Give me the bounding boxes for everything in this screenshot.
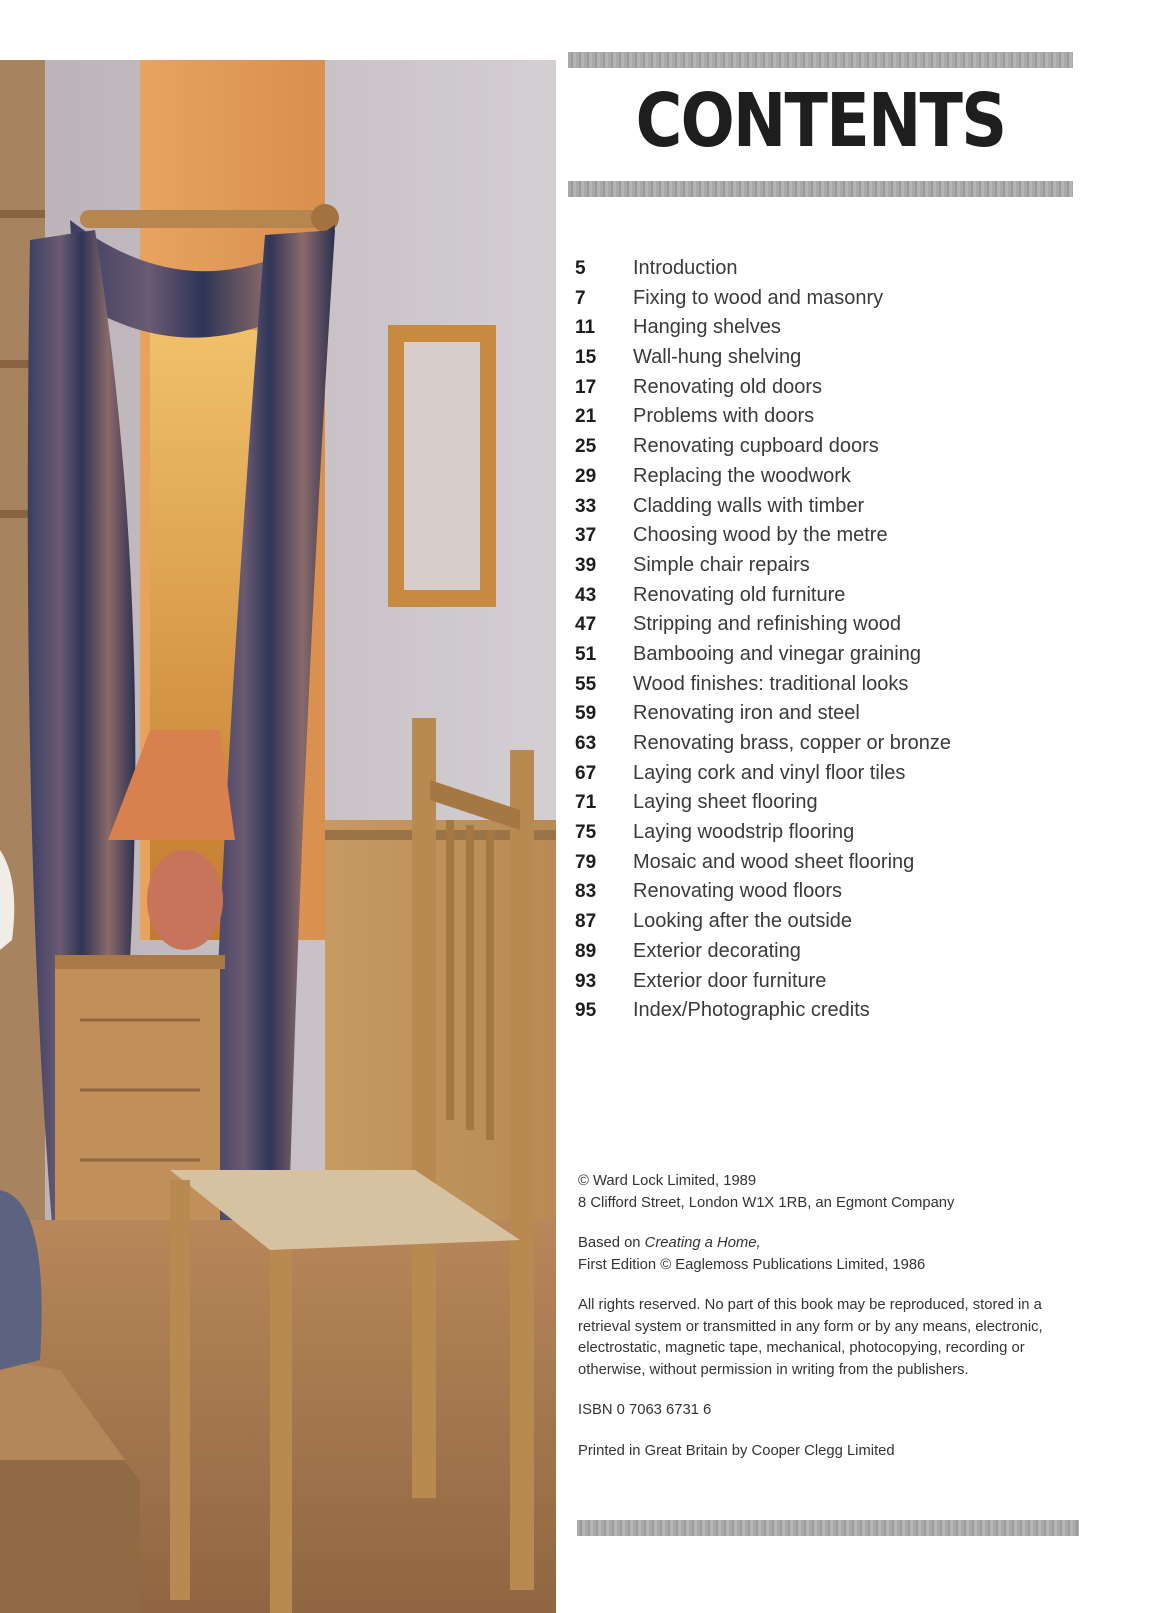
toc-page-number: 89 (575, 940, 597, 962)
toc-page-number: 51 (575, 643, 597, 665)
toc-entry (575, 254, 1115, 284)
toc-entry (575, 313, 1115, 343)
toc-page-number: 15 (575, 347, 597, 369)
toc-page-number: 29 (575, 465, 597, 487)
toc-entry-title: Renovating brass, copper or bronze (633, 732, 951, 754)
toc-page-number: 55 (575, 673, 597, 695)
toc-entry-title: Laying woodstrip flooring (633, 821, 855, 844)
toc-entry (575, 551, 1115, 581)
interior-photo (0, 60, 556, 1613)
room-illustration (0, 60, 556, 1613)
toc-page-number: 7 (575, 287, 586, 309)
toc-page-number: 95 (575, 1000, 597, 1022)
toc-entry-title: Bambooing and vinegar graining (633, 642, 921, 665)
toc-entry-title: Laying cork and vinyl floor tiles (633, 761, 906, 784)
toc-page-number: 93 (575, 970, 597, 992)
top-decorative-bar (568, 52, 1073, 68)
toc-entry-title: Wall-hung shelving (633, 346, 802, 369)
based-on-title: Creating a Home, (644, 1235, 761, 1251)
toc-entry (575, 521, 1115, 551)
toc-entry (575, 581, 1115, 611)
toc-entry-title: Renovating wood floors (633, 880, 843, 903)
toc-entry-title: Replacing the woodwork (633, 464, 851, 487)
toc-page-number: 39 (575, 554, 597, 576)
toc-page-number: 43 (575, 584, 597, 606)
toc-entry-title: Problems with doors (633, 405, 815, 428)
toc-page-number: 75 (575, 822, 597, 844)
toc-entry (575, 967, 1115, 997)
toc-entry-title: Renovating cupboard doors (633, 435, 879, 458)
toc-entry (575, 670, 1115, 700)
based-on-prefix: Based on (578, 1235, 645, 1251)
toc-page-number: 17 (575, 376, 597, 398)
toc-entry-title: Stripping and refinishing wood (633, 613, 901, 636)
toc-entry-title: Index/Photographic credits (633, 999, 870, 1022)
toc-page-number: 33 (575, 495, 597, 517)
rights-statement: All rights reserved. No part of this book may be reproduced, stored in a retrieval system or transmitted in any form or by any means, electronic, electrostatic, magnetic tape, mechanical, photocopying, recording or otherwise, without permission in writing from the publishers. (578, 1297, 1043, 1378)
toc-entry (575, 610, 1115, 640)
toc-page-number: 5 (575, 258, 586, 279)
first-edition-line: First Edition © Eaglemoss Publications Limited, 1986 (578, 1256, 926, 1273)
toc-page-number: 25 (575, 436, 597, 458)
table-of-contents (575, 254, 1115, 1026)
copyright-line: © Ward Lock Limited, 1989 (578, 1173, 757, 1189)
toc-entry-title: Looking after the outside (633, 910, 853, 933)
bottom-decorative-bar (577, 1520, 1079, 1536)
page-title: CONTENTS (635, 78, 1006, 164)
toc-entry-title: Introduction (633, 257, 738, 279)
toc-entry-title: Renovating old furniture (633, 583, 846, 606)
toc-entry (575, 788, 1115, 818)
toc-page-number: 71 (575, 792, 597, 814)
toc-page-number: 37 (575, 525, 597, 547)
toc-page-number: 63 (575, 733, 597, 754)
toc-page-number: 11 (575, 317, 596, 339)
printer-line: Printed in Great Britain by Cooper Clegg Limited (578, 1442, 895, 1459)
toc-entry (575, 759, 1115, 789)
isbn: ISBN 0 7063 6731 6 (578, 1402, 712, 1418)
toc-entry-title: Mosaic and wood sheet flooring (633, 850, 915, 873)
toc-page-number: 79 (575, 851, 597, 873)
toc-page-number: 59 (575, 703, 597, 725)
toc-entry-title: Hanging shelves (633, 316, 781, 339)
toc-page-number: 47 (575, 614, 597, 636)
toc-entry-title: Cladding walls with timber (633, 494, 865, 517)
toc-entry (575, 877, 1115, 907)
toc-entry (575, 729, 1115, 759)
toc-entry (575, 343, 1115, 373)
toc-entry (575, 492, 1115, 522)
toc-entry (575, 818, 1115, 848)
toc-entry (575, 462, 1115, 492)
toc-entry (575, 699, 1115, 729)
colophon (578, 1171, 1078, 1462)
toc-entry (575, 402, 1115, 432)
toc-entry-title: Renovating old doors (633, 375, 823, 398)
toc-entry-title: Laying sheet flooring (633, 791, 818, 814)
toc-page-number: 87 (575, 911, 597, 933)
toc-entry (575, 907, 1115, 937)
toc-entry-title: Wood finishes: traditional looks (633, 672, 909, 695)
publisher-address: 8 Clifford Street, London W1X 1RB, an Egmont Company (578, 1194, 955, 1211)
toc-page-number: 67 (575, 762, 597, 784)
toc-page-number: 21 (575, 406, 597, 428)
toc-entry (575, 848, 1115, 878)
toc-page-number: 83 (575, 881, 597, 903)
toc-entry-title: Renovating iron and steel (633, 702, 860, 725)
toc-entry (575, 937, 1115, 967)
toc-entry (575, 432, 1115, 462)
toc-entry-title: Simple chair repairs (633, 553, 810, 576)
toc-entry (575, 373, 1115, 403)
based-on-line (578, 1233, 1078, 1255)
toc-entry (575, 284, 1115, 314)
toc-entry (575, 640, 1115, 670)
toc-entry-title: Fixing to wood and masonry (633, 286, 884, 309)
toc-entry-title: Exterior door furniture (633, 969, 827, 992)
toc-entry-title: Exterior decorating (633, 939, 801, 962)
toc-entry (575, 996, 1115, 1026)
middle-decorative-bar (568, 181, 1073, 197)
toc-entry-title: Choosing wood by the metre (633, 524, 888, 547)
